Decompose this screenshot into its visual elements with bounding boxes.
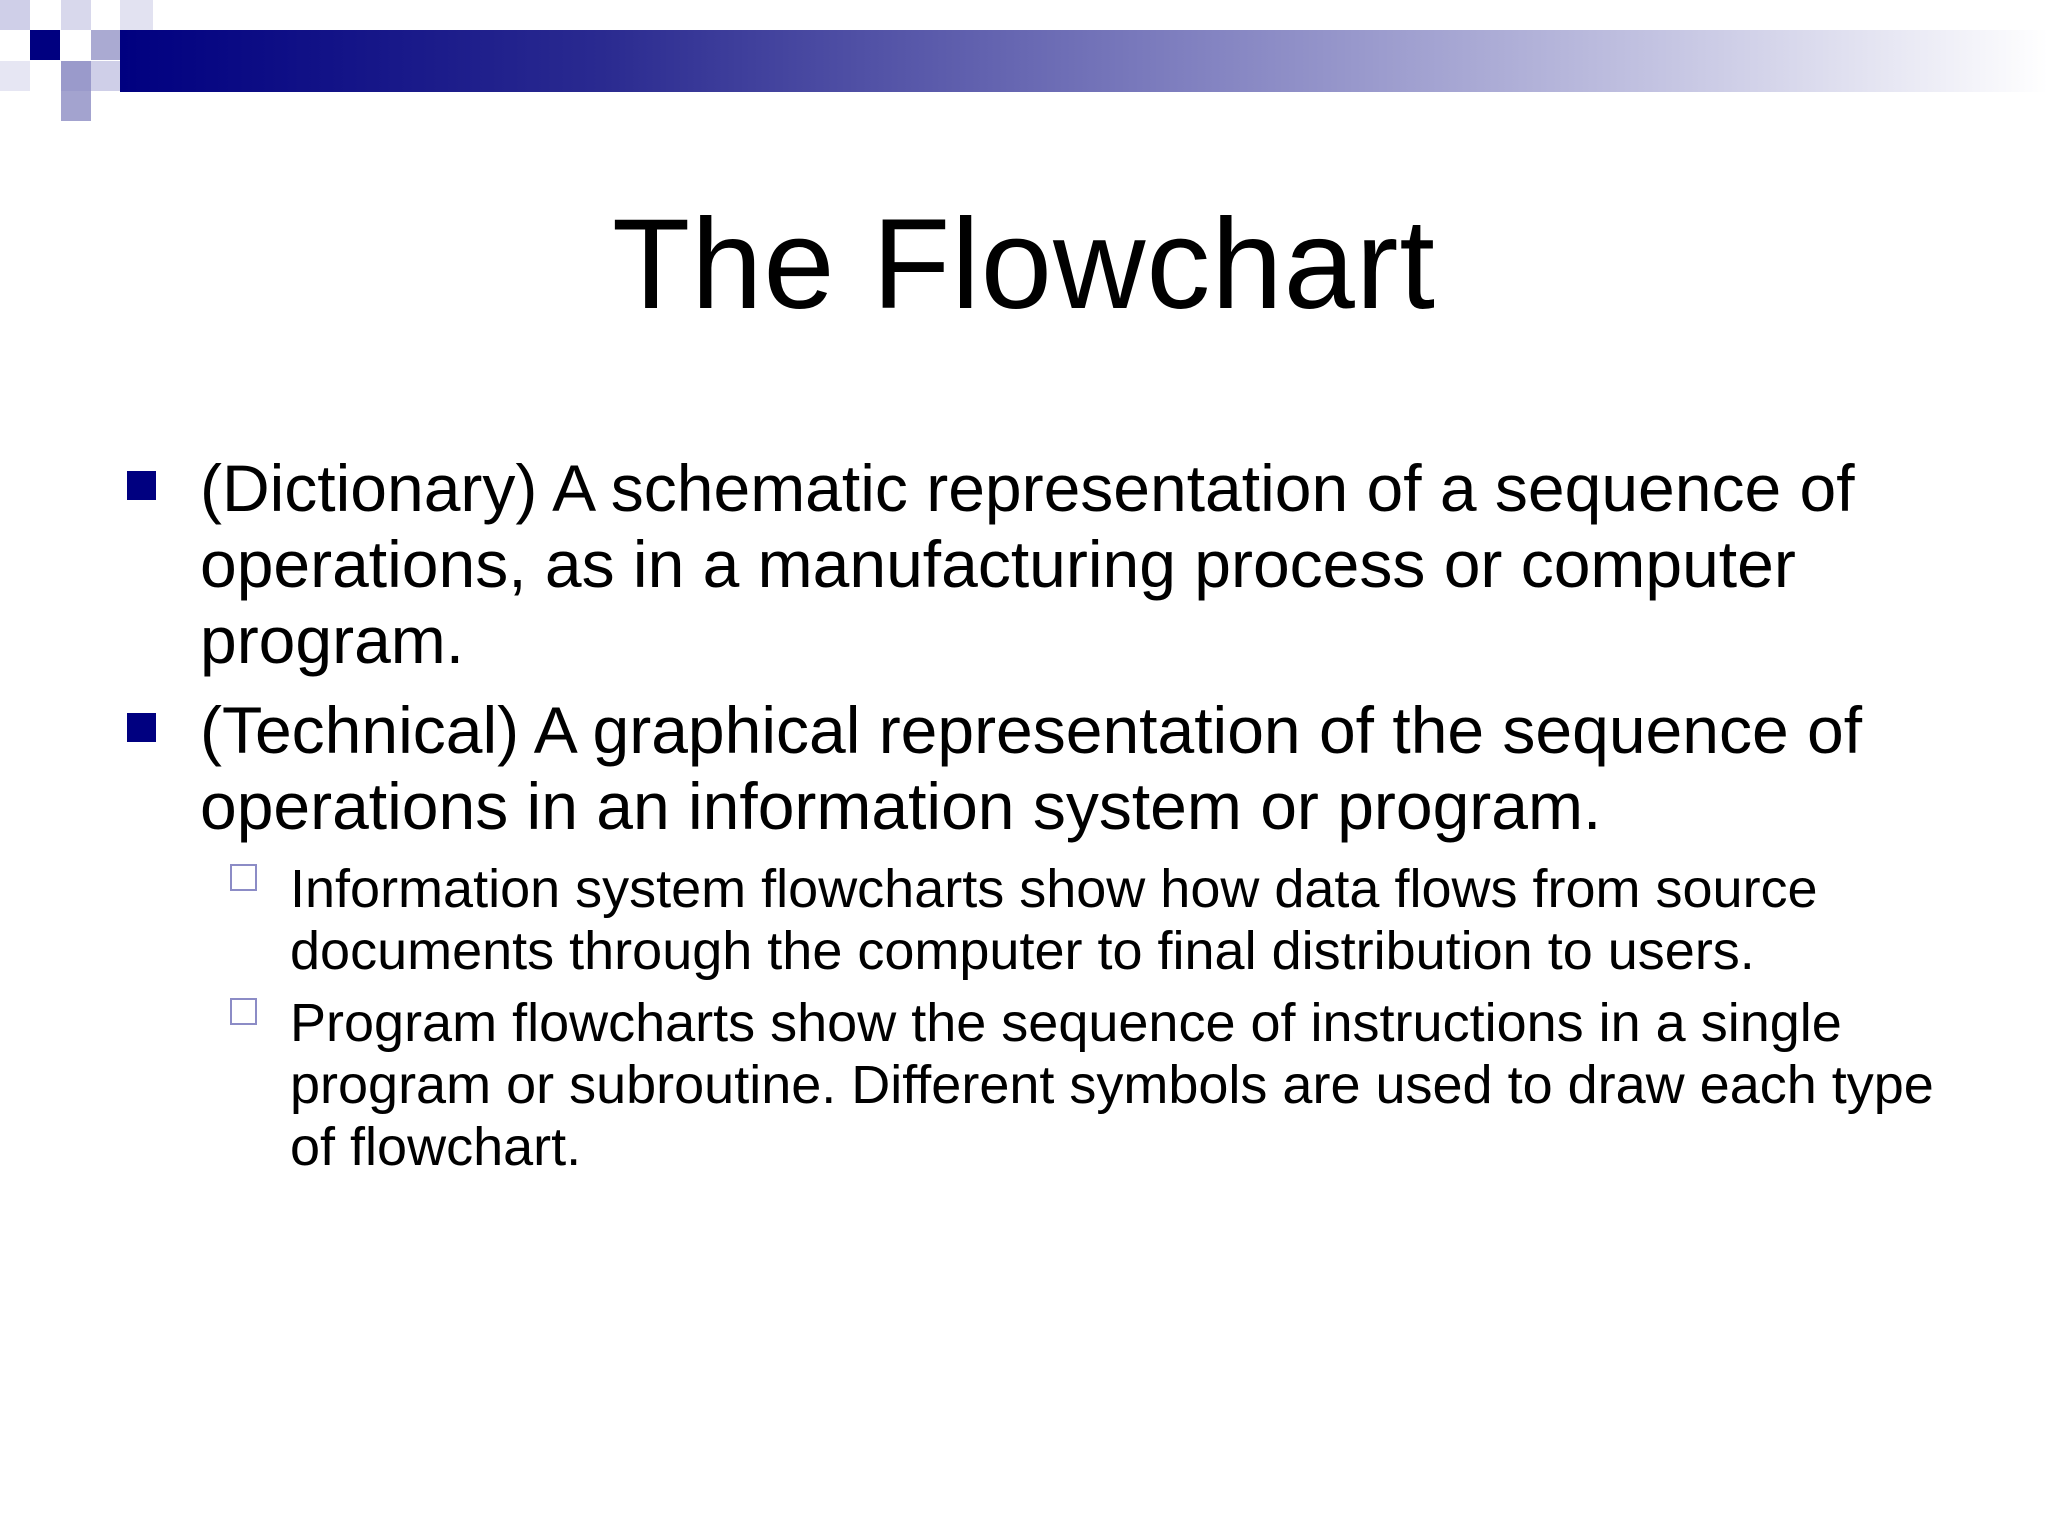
slide-title: The Flowchart	[612, 193, 1436, 336]
bullet-item	[0, 692, 1960, 844]
slide-body	[0, 450, 2048, 1188]
filled-square-bullet-icon	[127, 471, 156, 500]
deco-square	[91, 61, 121, 91]
filled-square-bullet-icon	[127, 713, 156, 742]
deco-square	[61, 61, 91, 91]
sub-bullet-text: Program flowcharts show the sequence of instructions in a single program or subroutine. Different symbols are used to draw each type of flowchart.	[290, 993, 1934, 1177]
deco-square	[0, 61, 30, 91]
deco-square	[120, 0, 153, 30]
sub-bullet-text: Information system flowcharts show how data flows from source documents through the computer to final distribution to users.	[290, 859, 1818, 981]
bullet-text: (Technical) A graphical representation of the sequence of operations in an information system or program.	[200, 693, 1863, 843]
hollow-square-bullet-icon	[230, 998, 257, 1025]
deco-square	[61, 91, 91, 121]
bullet-text: (Dictionary) A schematic representation of a sequence of operations, as in a manufacturing process or computer program.	[200, 451, 1855, 677]
header-gradient-bar	[120, 30, 2048, 92]
sub-bullet-item	[0, 992, 1950, 1178]
deco-square	[91, 30, 121, 60]
deco-square	[30, 30, 60, 60]
bullet-item	[0, 450, 1960, 678]
sub-bullet-item	[0, 858, 1950, 982]
deco-square	[61, 0, 91, 30]
hollow-square-bullet-icon	[230, 864, 257, 891]
deco-square	[0, 0, 30, 30]
